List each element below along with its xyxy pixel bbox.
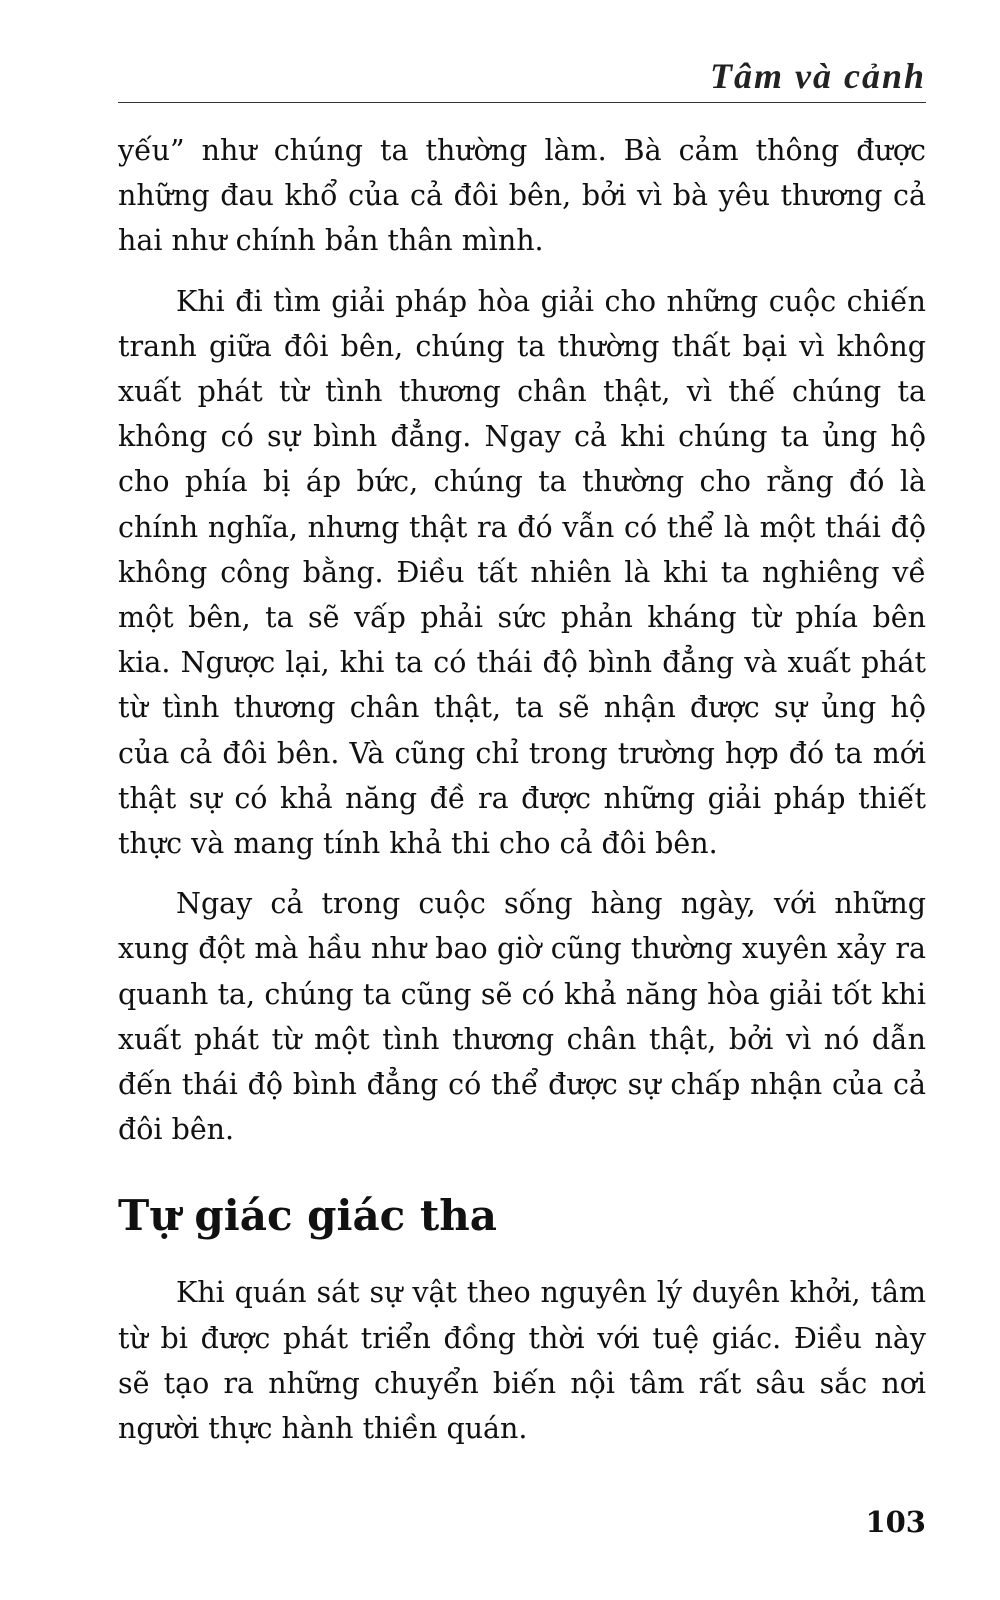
- paragraph: Khi đi tìm giải pháp hòa giải cho những cuộc chiến tranh giữa đôi bên, chúng ta thường thất bại vì không xuất phát từ tình thương chân thật, vì thế chúng ta không có sự bình đẳng. Ngay cả khi chúng ta ủng hộ cho phía bị áp bức, chúng ta thường cho rằng đó là chính nghĩa, nhưng thật ra đó vẫn có thể là một thái độ không công bằng. Điều tất nhiên là khi ta nghiêng về một bên, ta sẽ vấp phải sức phản kháng từ phía bên kia. Ngược lại, khi ta có thái độ bình đẳng và xuất phát từ tình thương chân thật, ta sẽ nhận được sự ủng hộ của cả đôi bên. Và cũng chỉ trong trường hợp đó ta mới thật sự có khả năng đề ra được những giải pháp thiết thực và mang tính khả thi cho cả đôi bên.: [118, 284, 926, 861]
- page-number: 103: [865, 1505, 926, 1539]
- body-text: [118, 128, 926, 1466]
- section-paragraph: Khi quán sát sự vật theo nguyên lý duyên khởi, tâm từ bi được phát triển đồng thời với tuệ giác. Điều này sẽ tạo ra những chuyển biến nội tâm rất sâu sắc nơi người thực hành thiền quán.: [118, 1276, 926, 1446]
- running-header: Tâm và cảnh: [710, 56, 926, 96]
- section-heading: Tự giác giác tha: [118, 1191, 498, 1241]
- paragraph-continued: yếu” như chúng ta thường làm. Bà cảm thông được những đau khổ của cả đôi bên, bởi vì bà yêu thương cả hai như chính bản thân mình.: [118, 134, 926, 258]
- header-rule: [118, 102, 926, 103]
- paragraph: Ngay cả trong cuộc sống hàng ngày, với những xung đột mà hầu như bao giờ cũng thường xuyên xảy ra quanh ta, chúng ta cũng sẽ có khả năng hòa giải tốt khi xuất phát từ một tình thương chân thật, bởi vì nó dẫn đến thái độ bình đẳng có thể được sự chấp nhận của cả đôi bên.: [118, 887, 926, 1147]
